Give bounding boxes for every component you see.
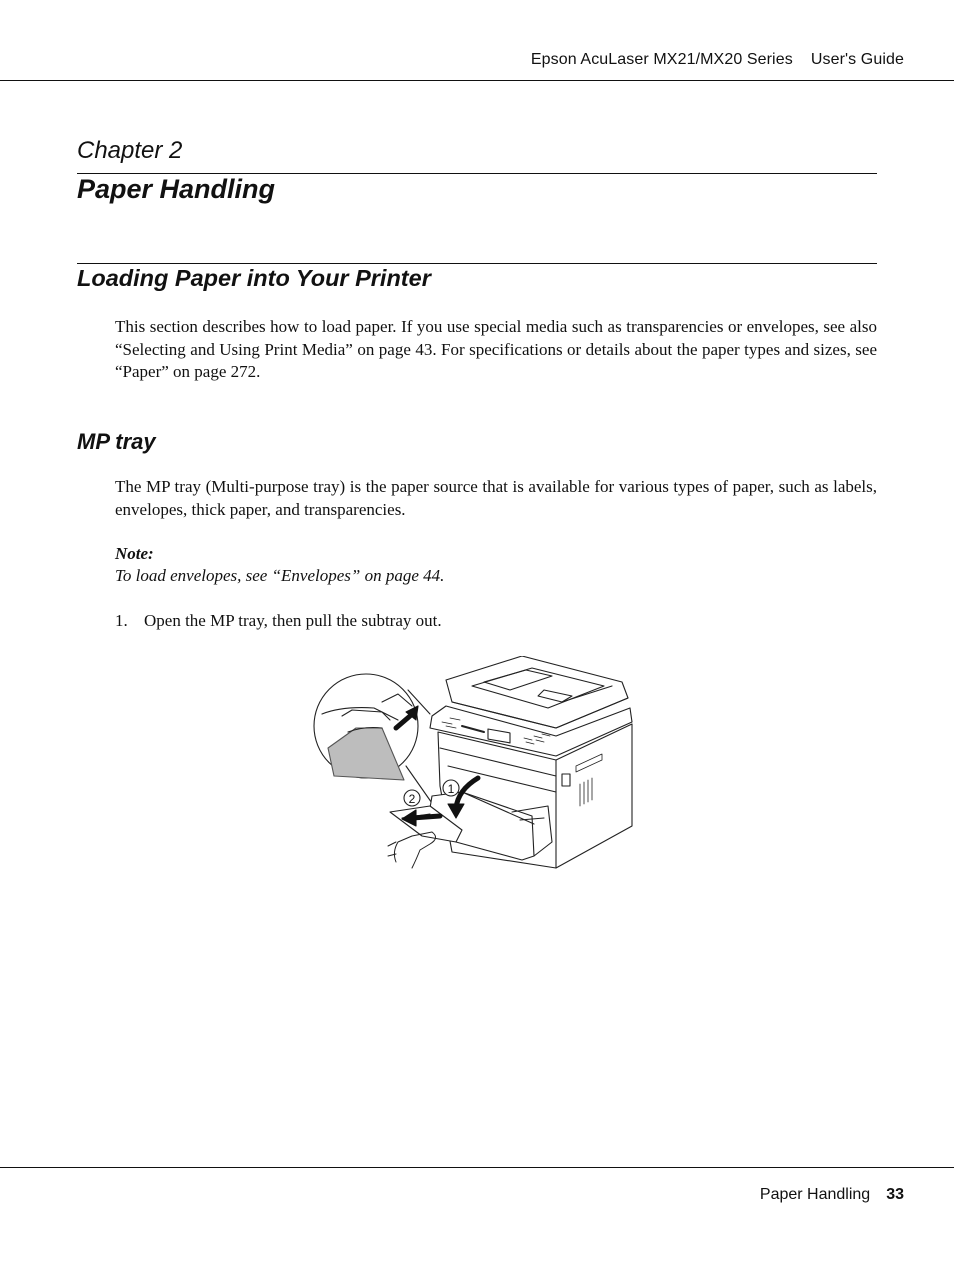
callout-1	[443, 780, 459, 796]
header-guide-name: User's Guide	[810, 51, 904, 68]
printer-mp-tray-illustration	[312, 656, 642, 872]
note-label: Note:	[115, 544, 154, 563]
callout-1-label: 1	[447, 782, 455, 796]
section-intro-paragraph: This section describes how to load paper. If you use special media such as transparencies or envelopes, see also “Selecting and Using Print Media” on page 43. For specifications or details about the paper types and sizes, see “Paper” on page 272.	[115, 317, 877, 381]
section-title: Loading Paper into Your Printer	[77, 265, 431, 291]
page-number: 33	[886, 1186, 904, 1203]
running-header	[531, 51, 904, 69]
chapter-label: Chapter 2	[77, 137, 183, 164]
step-number: 1.	[115, 611, 128, 630]
footer-rule	[0, 1167, 954, 1168]
header-product-name: Epson AcuLaser MX21/MX20 Series	[530, 51, 793, 68]
header-rule	[0, 80, 954, 81]
running-footer	[760, 1186, 904, 1204]
callout-2-label: 2	[408, 792, 416, 806]
zoom-inset	[314, 674, 418, 780]
footer-section-name: Paper Handling	[759, 1186, 871, 1203]
chapter-title: Paper Handling	[77, 174, 276, 204]
callout-2	[404, 790, 420, 806]
step-text: Open the MP tray, then pull the subtray out.	[144, 611, 442, 630]
note-text: To load envelopes, see “Envelopes” on page 44.	[115, 566, 445, 585]
section-rule	[77, 263, 877, 264]
step-item	[115, 611, 442, 631]
subsection-body-paragraph: The MP tray (Multi-purpose tray) is the paper source that is available for various types of paper, such as labels, envelopes, thick paper, and transparencies.	[115, 477, 877, 519]
subsection-title: MP tray	[77, 429, 156, 454]
